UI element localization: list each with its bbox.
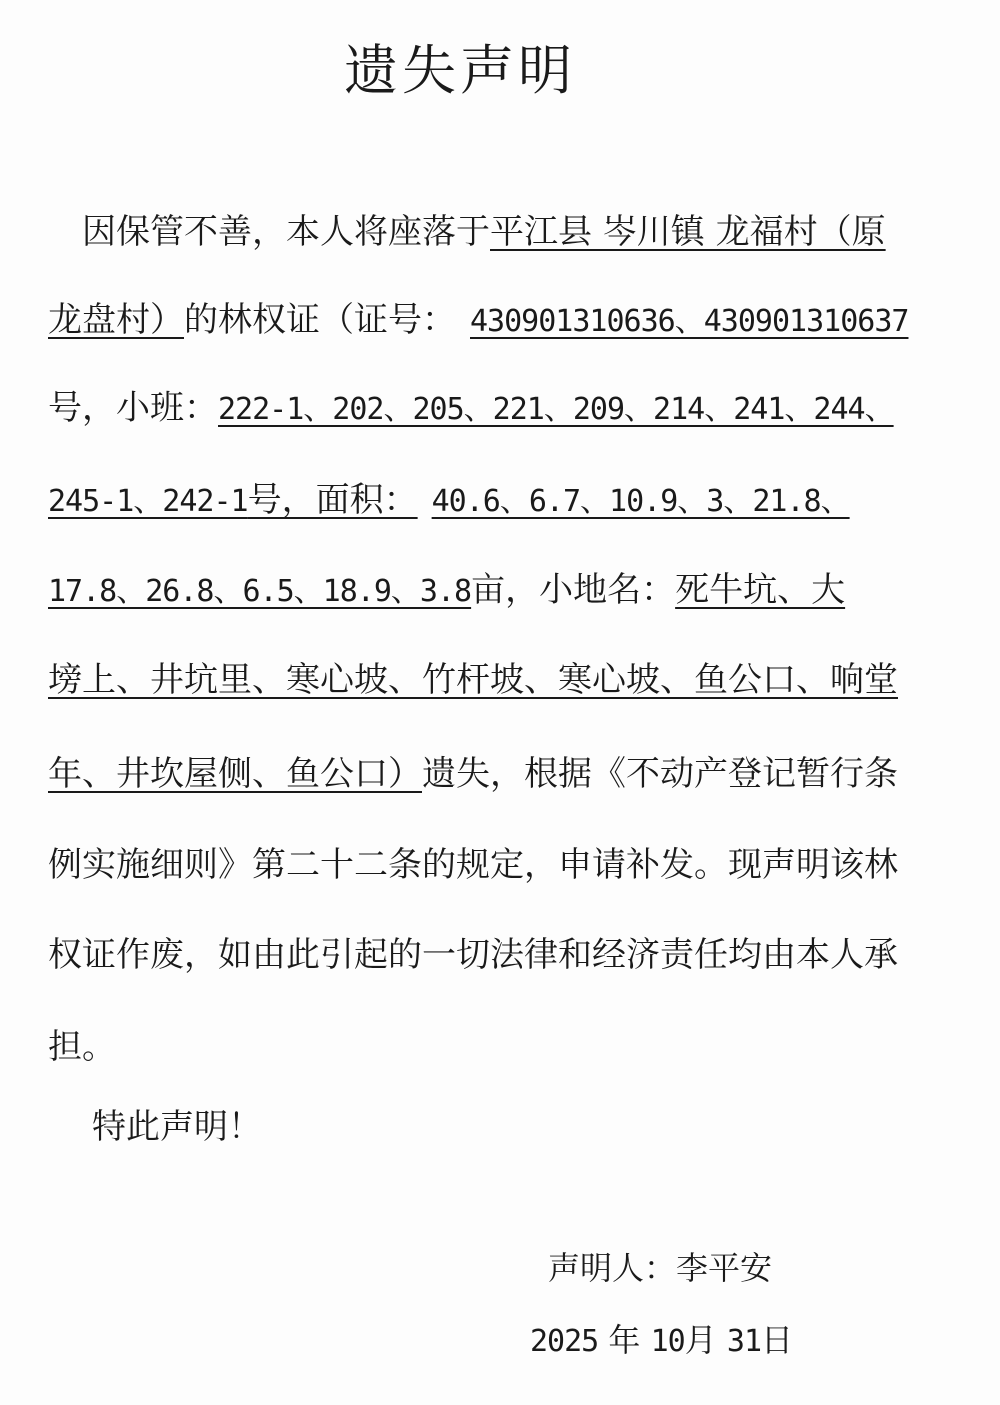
body-line-8 — [48, 843, 943, 887]
body-text: 担。 — [48, 1027, 116, 1067]
body-text: 号，小班： — [48, 388, 218, 428]
body-text: 因保管不善，本人将座落于 — [82, 212, 490, 252]
certificate-numbers: 430901310636、430901310637 — [470, 304, 909, 339]
body-text: 例实施细则》第二十二条的规定，申请补发。现声明该林 — [48, 845, 898, 885]
date-month: 10 — [650, 1324, 685, 1359]
date-year-unit: 年 — [608, 1321, 641, 1359]
signature-name: 李平安 — [676, 1249, 773, 1287]
signature-label: 声明人： — [548, 1249, 677, 1287]
body-line-4 — [48, 478, 943, 524]
body-line-6 — [48, 658, 943, 702]
signature-block — [548, 1246, 772, 1290]
place-names: 塝上、井坑里、寒心坡、竹杆坡、寒心坡、鱼公口、响堂 — [48, 660, 898, 700]
date-year: 2025 — [530, 1324, 599, 1359]
body-line-2 — [48, 298, 943, 344]
body-text: 号，面积： — [247, 480, 418, 520]
date-month-unit: 月 — [684, 1321, 717, 1359]
body-line-3 — [48, 386, 943, 432]
sub-compartment-numbers: 222-1、202、205、221、209、214、241、244、 — [218, 392, 894, 427]
body-text: 权证作废，如由此引起的一切法律和经济责任均由本人承 — [48, 935, 898, 975]
place-names: 死牛坑、大 — [675, 570, 846, 610]
place-names: 年、井坎屋侧、鱼公口） — [48, 754, 422, 794]
body-text: 的林权证（证号： — [184, 300, 456, 340]
location-underlined: 平江县 岑川镇 龙福村（原 — [490, 212, 886, 252]
closing-statement: 特此声明！ — [92, 1107, 262, 1147]
location-underlined: 龙盘村） — [48, 300, 184, 340]
date-day: 31 — [726, 1324, 762, 1359]
body-line-9 — [48, 933, 943, 977]
body-text: 亩，小地名： — [471, 570, 676, 610]
body-line-7 — [48, 752, 943, 796]
area-values: 17.8、26.8、6.5、18.9、3.8 — [48, 574, 472, 609]
page-title: 遗失声明 — [344, 39, 576, 102]
body-line-1 — [82, 210, 942, 254]
sub-compartment-numbers: 245-1、242-1 — [48, 484, 248, 519]
area-values: 40.6、6.7、10.9、3、21.8、 — [431, 484, 850, 519]
date-block — [530, 1318, 793, 1364]
body-line-5 — [48, 568, 943, 614]
body-line-10 — [48, 1025, 943, 1069]
body-text: 遗失，根据《不动产登记暂行条 — [422, 754, 898, 794]
date-day-unit: 日 — [761, 1321, 794, 1359]
